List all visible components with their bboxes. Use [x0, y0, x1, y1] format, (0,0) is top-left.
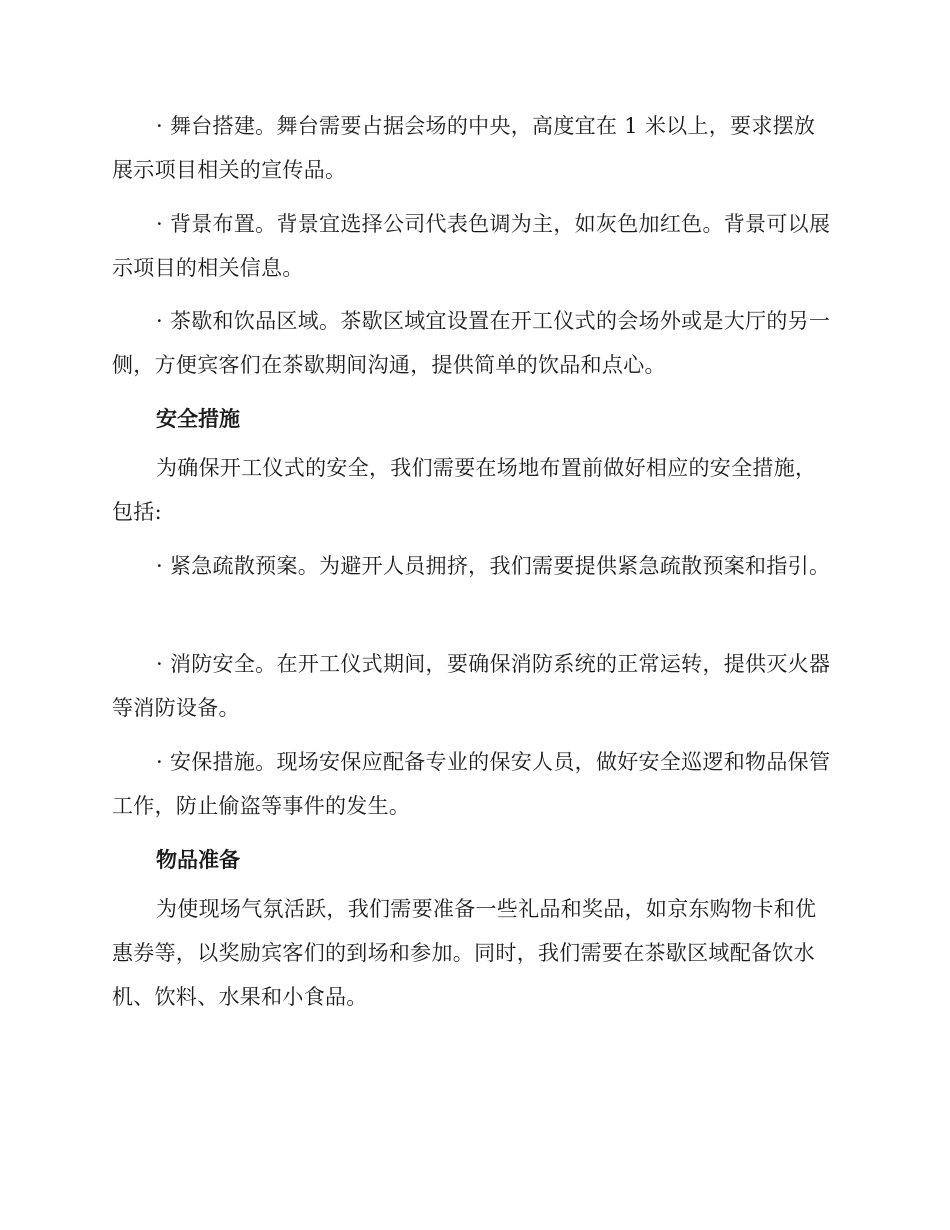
- paragraph-safety-intro: 为确保开工仪式的安全，我们需要在场地布置前做好相应的安全措施，包括:: [112, 456, 817, 524]
- paragraph-fire-safety: · 消防安全。在开工仪式期间，要确保消防系统的正常运转，提供灭火器等消防设备。: [112, 652, 831, 720]
- heading-safety-measures: 安全措施: [156, 407, 240, 431]
- paragraph-item-preparation: 为使现场气氛活跃，我们需要准备一些礼品和奖品，如京东购物卡和优惠券等，以奖励宾客们的到场和参加。同时，我们需要在茶歇区域配备饮水机、饮料、水果和小食品。: [112, 897, 817, 1009]
- paragraph-stage-setup: · 舞台搭建。舞台需要占据会场的中央，高度宜在 1 米以上，要求摆放展示项目相关的宣传品。: [112, 114, 816, 182]
- paragraph-background: · 背景布置。背景宜选择公司代表色调为主，如灰色加红色。背景可以展示项目的相关信息。: [112, 212, 831, 280]
- paragraph-evacuation: · 紧急疏散预案。为避开人员拥挤，我们需要提供紧急疏散预案和指引。: [156, 554, 831, 578]
- paragraph-security: · 安保措施。现场安保应配备专业的保安人员，做好安全巡逻和物品保管工作，防止偷盗等事件的发生。: [112, 750, 831, 818]
- heading-item-preparation: 物品准备: [156, 848, 240, 872]
- paragraph-tea-break: · 茶歇和饮品区域。茶歇区域宜设置在开工仪式的会场外或是大厅的另一侧，方便宾客们在茶歇期间沟通，提供简单的饮品和点心。: [112, 309, 831, 377]
